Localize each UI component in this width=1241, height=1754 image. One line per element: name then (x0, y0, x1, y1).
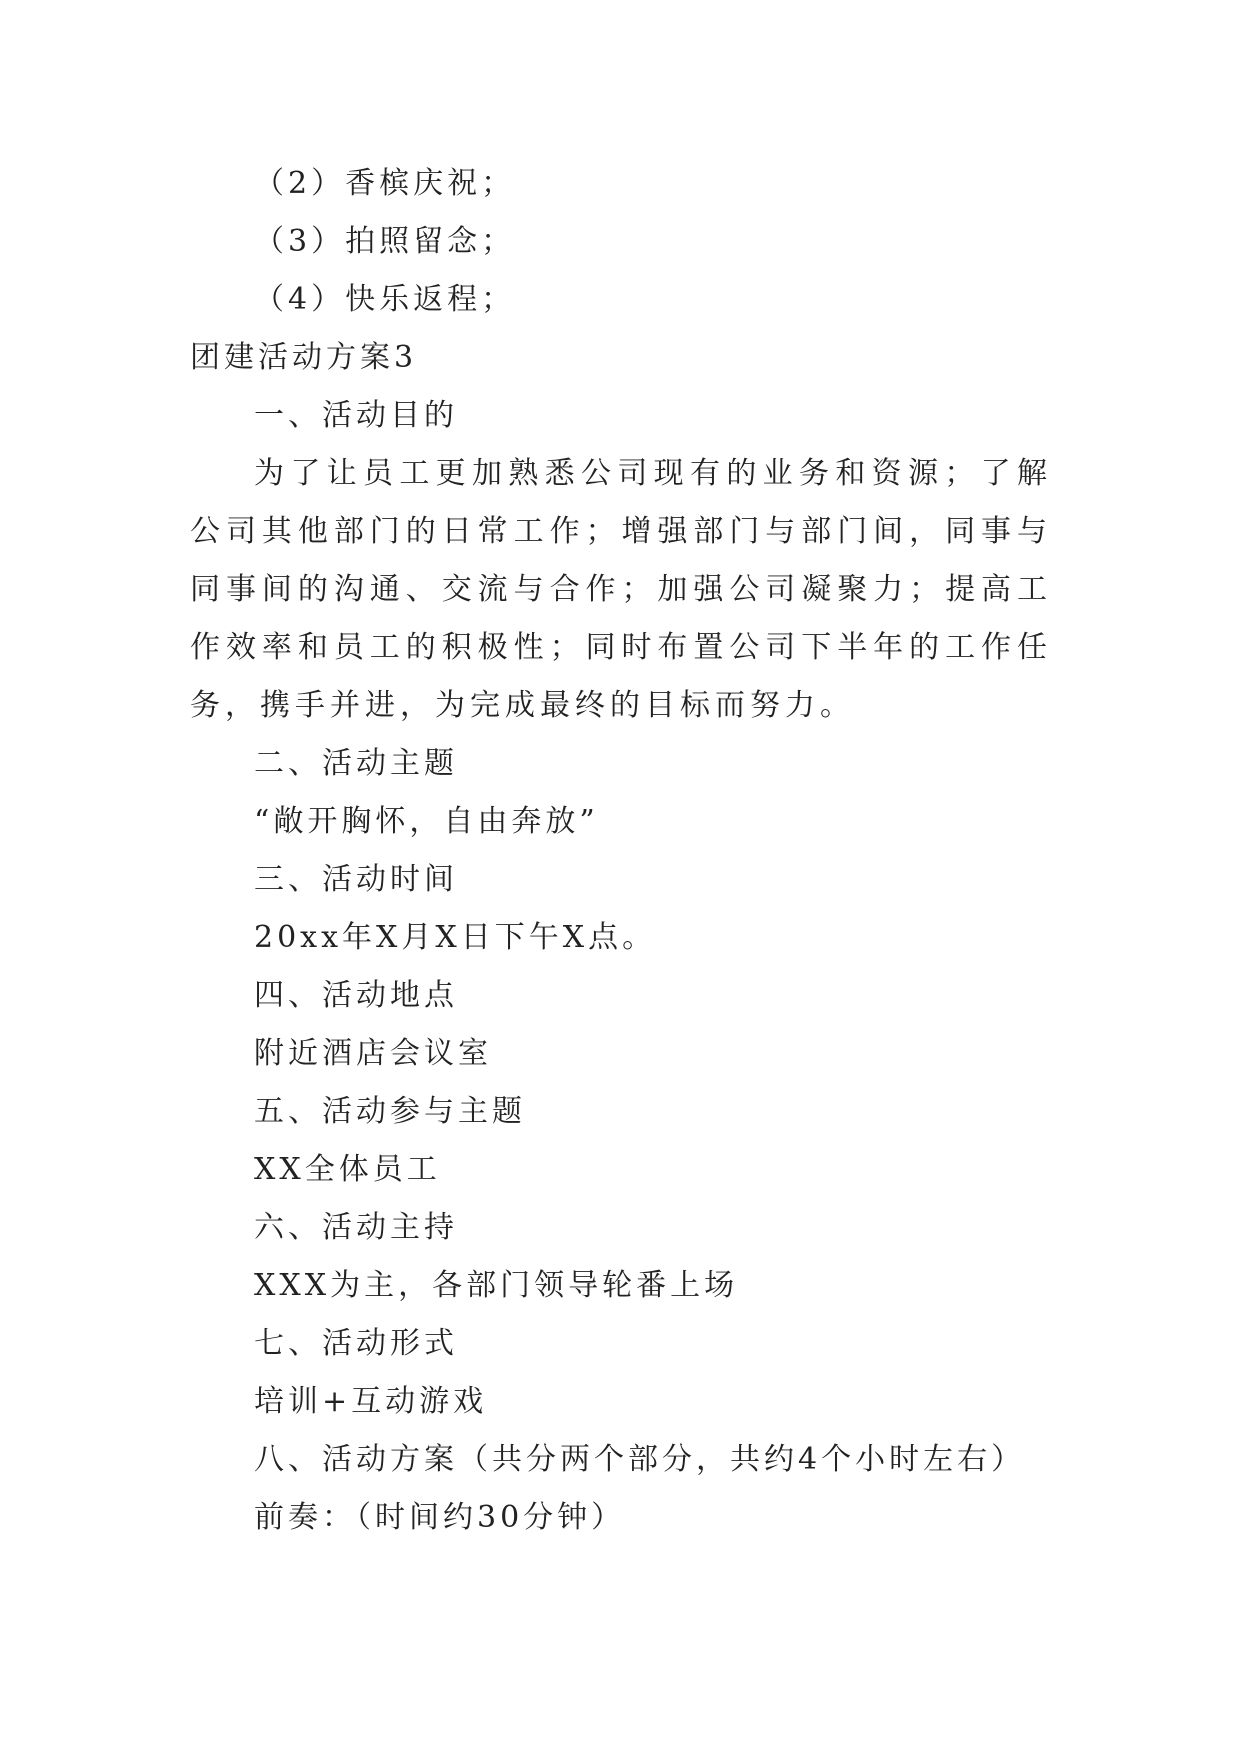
theme-text: “敞开胸怀，自由奔放” (254, 804, 599, 839)
list-item-return: （4）快乐返程； (254, 282, 516, 317)
list-item-champagne: （2）香槟庆祝； (254, 166, 516, 201)
list-item-photo: （3）拍照留念； (254, 224, 516, 259)
place-heading: 四、活动地点 (254, 978, 458, 1013)
participants-text: XX全体员工 (254, 1152, 441, 1187)
purpose-heading: 一、活动目的 (254, 398, 458, 433)
document-body (190, 155, 1052, 1547)
theme-heading: 二、活动主题 (254, 746, 458, 781)
purpose-paragraph: 为了让员工更加熟悉公司现有的业务和资源；了解公司其他部门的日常工作；增强部门与部门间，同事与同事间的沟通、交流与合作；加强公司凝聚力；提高工作效率和员工的积极性；同时布置公司下半年的工作任务，携手并进，为完成最终的目标而努力。 (190, 456, 1052, 723)
participants-heading: 五、活动参与主题 (254, 1094, 526, 1129)
form-heading: 七、活动形式 (254, 1326, 458, 1361)
prelude-text: 前奏：（时间约30分钟） (254, 1500, 626, 1535)
section-title: 团建活动方案3 (190, 340, 418, 375)
place-text: 附近酒店会议室 (254, 1036, 492, 1071)
form-text: 培训+互动游戏 (254, 1384, 488, 1419)
time-text: 20xx年X月X日下午X点。 (254, 920, 657, 955)
plan-heading: 八、活动方案（共分两个部分，共约4个小时左右） (254, 1442, 1026, 1477)
host-text: XXX为主，各部门领导轮番上场 (254, 1268, 739, 1303)
host-heading: 六、活动主持 (254, 1210, 458, 1245)
time-heading: 三、活动时间 (254, 862, 458, 897)
